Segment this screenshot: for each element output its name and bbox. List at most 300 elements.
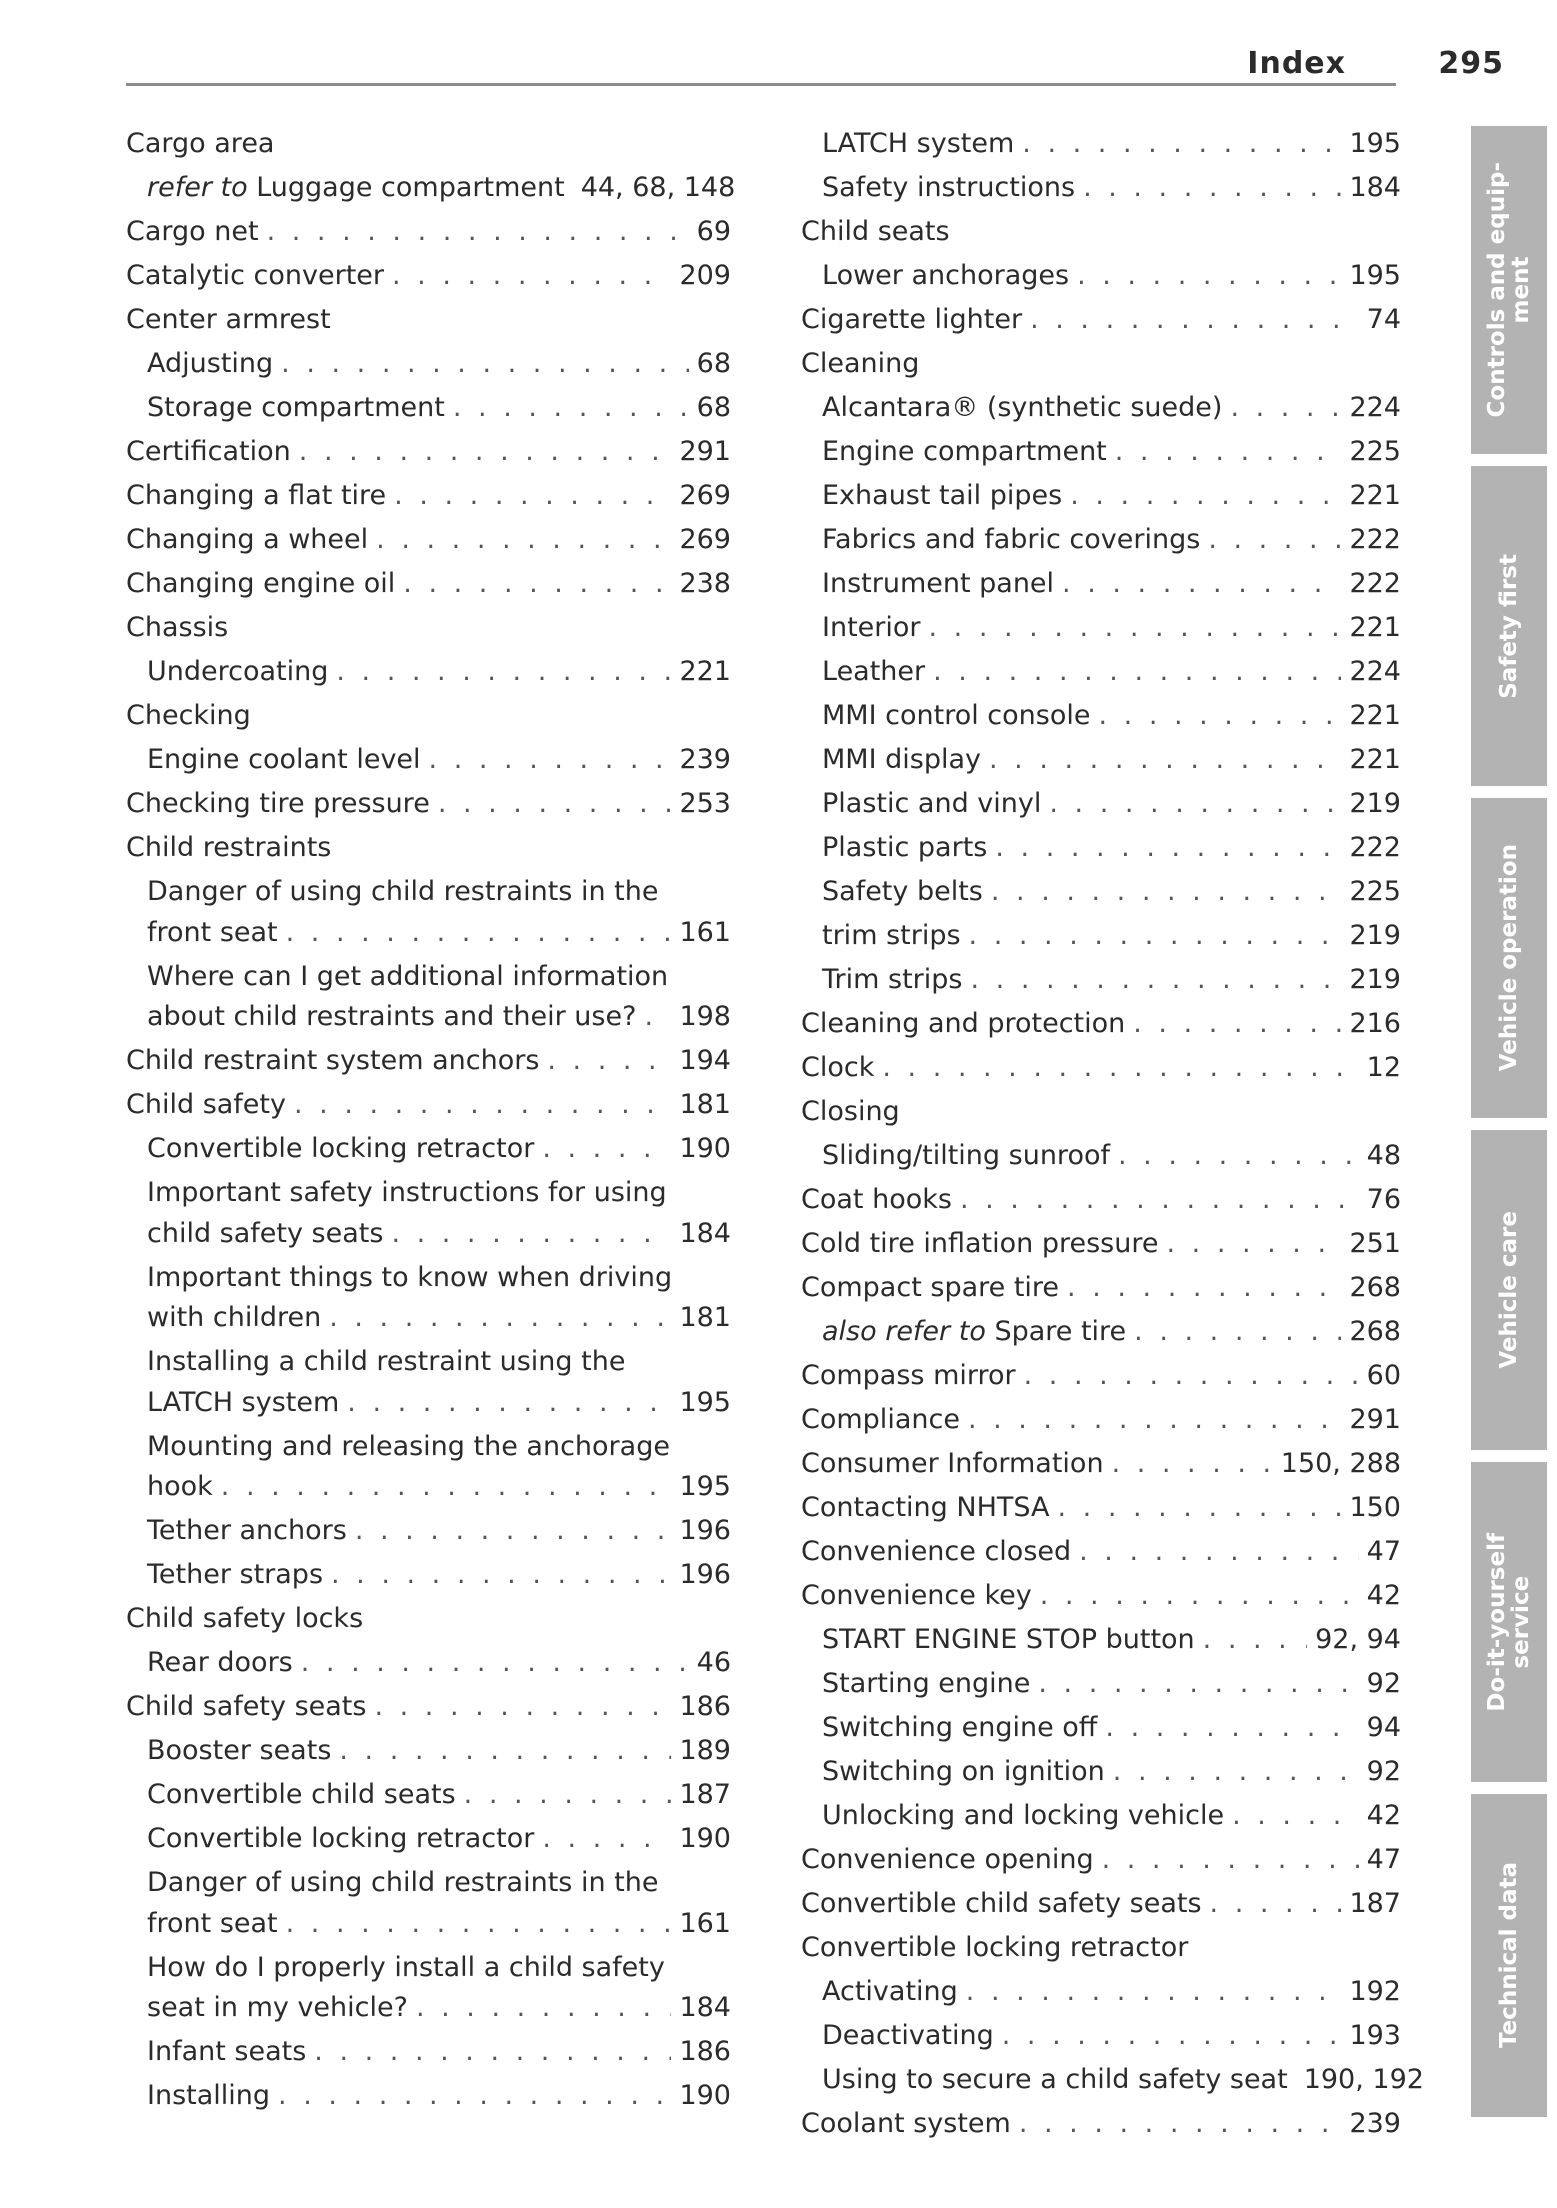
leader-dots (416, 1988, 672, 2029)
page-reference: 48 (1366, 1140, 1401, 1171)
entry-term: Convenience closed (801, 1536, 1072, 1567)
chapter-tab-label: Controls and equip- ment (1484, 162, 1534, 418)
index-entry (801, 828, 1401, 869)
leader-dots (1102, 1840, 1359, 1881)
index-entry (801, 124, 1401, 165)
entry-term: Exhaust tail pipes (822, 480, 1063, 511)
entry-term: Unlocking and locking vehicle (822, 1800, 1225, 1831)
index-entry (126, 1643, 731, 1684)
index-entry (126, 1129, 731, 1170)
entry-term: Convertible locking retractor (147, 1133, 535, 1164)
leader-dots (1115, 432, 1342, 473)
entry-term: about child restraints and their use? (147, 1001, 637, 1032)
index-entry (801, 1136, 1401, 1177)
entry-term: Important things to know when driving (147, 1261, 673, 1293)
page-reference: 195 (1349, 128, 1401, 159)
leader-dots (374, 1687, 671, 1728)
entry-term: Cold tire inflation pressure (801, 1228, 1159, 1259)
entry-term: LATCH system (822, 128, 1015, 159)
entry-term: Installing (147, 2080, 271, 2111)
index-entry (126, 2076, 731, 2117)
entry-term: Undercoating (147, 656, 329, 687)
index-entry (126, 828, 731, 869)
entry-term: Cargo area (126, 128, 275, 159)
entry-term: Infant seats (147, 2036, 307, 2067)
page-reference: 238 (679, 568, 731, 599)
index-entry (801, 1532, 1401, 1573)
entry-term: Compact spare tire (801, 1272, 1060, 1303)
page-reference: 187 (1349, 1888, 1401, 1919)
index-entry (801, 2104, 1401, 2145)
entry-term: Child safety seats (126, 1691, 367, 1722)
index-entry (801, 1092, 1401, 1133)
index-entry (801, 1356, 1401, 1397)
index-entry (126, 1085, 731, 1126)
leader-dots (1070, 476, 1341, 517)
leader-dots (1166, 1224, 1341, 1265)
leader-dots (221, 1467, 672, 1508)
entry-term: Child seats (801, 216, 950, 247)
entry-term: Danger of using child restraints in the (147, 876, 659, 907)
leader-dots (542, 1129, 671, 1170)
leader-dots (989, 740, 1341, 781)
leader-dots (301, 1643, 689, 1684)
leader-dots (991, 872, 1342, 913)
entry-term: Convenience opening (801, 1844, 1094, 1875)
leader-dots (882, 1048, 1358, 1089)
page-reference: 196 (679, 1515, 731, 1546)
leader-dots (1113, 1752, 1359, 1793)
page-reference: 195 (679, 1471, 731, 1502)
entry-term: with children (147, 1302, 322, 1333)
entry-term: Cleaning and protection (801, 1008, 1126, 1039)
index-entry (126, 476, 731, 517)
chapter-tab[interactable] (1471, 1462, 1547, 1782)
index-entry (126, 1599, 731, 1640)
leader-dots (1133, 1004, 1341, 1045)
entry-term: How do I properly install a child safety (147, 1951, 665, 1983)
page-reference: 150 (1349, 1492, 1401, 1523)
page-reference: 47 (1366, 1844, 1401, 1875)
leader-dots (392, 256, 671, 297)
index-entry (801, 960, 1401, 1001)
leader-dots (278, 2076, 671, 2117)
index-entry (801, 1004, 1401, 1045)
entry-term: Convertible child safety seats (801, 1888, 1202, 1919)
entry-term: Coat hooks (801, 1184, 952, 1215)
leader-dots (1062, 564, 1341, 605)
page-reference: 47 (1366, 1536, 1401, 1567)
entry-term: Compliance (801, 1404, 960, 1435)
page-reference: 186 (679, 1691, 731, 1722)
entry-term: Compass mirror (801, 1360, 1016, 1391)
leader-dots (294, 1085, 671, 1126)
index-entry (126, 1775, 731, 1816)
leader-dots (1083, 168, 1341, 209)
index-entry (126, 608, 731, 649)
index-entry (801, 1708, 1401, 1749)
entry-term: Contacting NHTSA (801, 1492, 1050, 1523)
index-entry (126, 520, 731, 561)
index-entry (126, 1342, 731, 1383)
leader-dots (1098, 696, 1341, 737)
page-reference: 221 (1349, 744, 1401, 775)
leader-dots (1210, 1884, 1342, 1925)
leader-dots (329, 1298, 671, 1339)
index-entry (801, 256, 1401, 297)
entry-term: Child safety locks (126, 1603, 364, 1634)
page-reference: 76 (1366, 1184, 1401, 1215)
entry-term: Convertible locking retractor (801, 1932, 1189, 1963)
index-entry (126, 1687, 731, 1728)
index-entry (801, 344, 1401, 385)
page-reference: 222 (1349, 832, 1401, 863)
leader-dots (1105, 1708, 1358, 1749)
leader-dots (1112, 1444, 1273, 1485)
page-reference: 190 (679, 1133, 731, 1164)
page-reference: 187 (679, 1779, 731, 1810)
index-entry (126, 1555, 731, 1596)
entry-term: START ENGINE STOP button (822, 1624, 1195, 1655)
leader-dots (968, 1400, 1342, 1441)
page-reference: 190, 192 (1303, 2064, 1424, 2095)
leader-dots (966, 1972, 1342, 2013)
entry-term: Tether anchors (147, 1515, 347, 1546)
index-entry (801, 1180, 1401, 1221)
index-entry (801, 1972, 1401, 2013)
leader-dots (1067, 1268, 1341, 1309)
index-entry (801, 916, 1401, 957)
page-reference: 268 (1349, 1316, 1401, 1347)
leader-dots (267, 212, 689, 253)
leader-dots (1057, 1488, 1341, 1529)
page-reference: 253 (679, 788, 731, 819)
leader-dots (347, 1383, 671, 1424)
page-reference: 60 (1366, 1360, 1401, 1391)
entry-term: Convenience key (801, 1580, 1032, 1611)
index-entry (126, 740, 731, 781)
entry-term: Lower anchorages (822, 260, 1070, 291)
index-entry (801, 212, 1401, 253)
page-reference: 269 (679, 524, 731, 555)
index-entry (126, 1298, 731, 1339)
page-reference: 219 (1349, 964, 1401, 995)
entry-term: Engine coolant level (147, 744, 421, 775)
page-reference: 221 (1349, 700, 1401, 731)
entry-term: Catalytic converter (126, 260, 384, 291)
leader-dots (1208, 520, 1341, 561)
page-reference: 74 (1366, 304, 1401, 335)
header-rule (126, 83, 1396, 86)
leader-dots (1079, 1532, 1359, 1573)
index-entry (801, 388, 1401, 429)
page-reference: 68 (696, 348, 731, 379)
index-entry (126, 1948, 731, 1989)
index-entry (126, 1863, 731, 1904)
page-reference: 196 (679, 1559, 731, 1590)
page-reference: 184 (679, 1217, 731, 1249)
index-entry (126, 957, 731, 998)
leader-dots (929, 608, 1342, 649)
entry-term: LATCH system (147, 1386, 340, 1418)
index-entry (801, 740, 1401, 781)
entry-term: Child restraints (126, 832, 332, 863)
page-reference: 291 (1349, 1404, 1401, 1435)
entry-term: Trim strips (822, 964, 963, 995)
index-entry (126, 432, 731, 473)
page-reference: 239 (1349, 2108, 1401, 2139)
leader-dots (1038, 1664, 1358, 1705)
leader-dots (1019, 2104, 1342, 2145)
page-reference: 69 (696, 216, 731, 247)
leader-dots (403, 564, 671, 605)
leader-dots (1024, 1356, 1359, 1397)
page-reference: 209 (679, 260, 731, 291)
leader-dots (299, 432, 672, 473)
entry-term: Using to secure a child safety seat (822, 2064, 1288, 2095)
page-reference: 92 (1366, 1668, 1401, 1699)
chapter-tab-label: Vehicle care (1496, 1211, 1522, 1369)
index-entry (126, 913, 731, 954)
page-reference: 161 (679, 916, 731, 948)
leader-dots (331, 1555, 671, 1596)
index-entry (126, 1904, 731, 1945)
entry-term: Fabrics and fabric coverings (822, 524, 1201, 555)
leader-dots (1002, 2016, 1342, 2057)
entry-term: hook (147, 1471, 213, 1502)
section-title: Index (1247, 46, 1346, 81)
index-entry (801, 652, 1401, 693)
index-entry (126, 997, 731, 1038)
entry-term: Alcantara® (synthetic suede) (822, 392, 1223, 423)
leader-dots (1040, 1576, 1359, 1617)
entry-term: Convertible child seats (147, 1779, 456, 1810)
page-header (126, 38, 1504, 84)
page-reference: 198 (679, 1001, 731, 1032)
entry-term: Where can I get additional information (147, 960, 669, 992)
chapter-tab-label: Safety first (1496, 553, 1522, 699)
index-entry (801, 1444, 1401, 1485)
page-reference: 195 (679, 1386, 731, 1418)
page-reference: 192 (1349, 1976, 1401, 2007)
index-entry (801, 1312, 1401, 1353)
index-entry (801, 2016, 1401, 2057)
index-entry (126, 388, 731, 429)
page-reference: 216 (1349, 1008, 1401, 1039)
leader-dots (281, 344, 688, 385)
index-entry (126, 1731, 731, 1772)
page-reference: 224 (1349, 392, 1401, 423)
index-entry (126, 256, 731, 297)
entry-term: Changing engine oil (126, 568, 396, 599)
entry-term: Changing a flat tire (126, 480, 387, 511)
index-entry (801, 520, 1401, 561)
page-reference: 186 (679, 2036, 731, 2067)
leader-dots (960, 1180, 1359, 1221)
entry-term: Safety instructions (822, 172, 1076, 203)
index-entry (126, 696, 731, 737)
page-reference: 181 (679, 1089, 731, 1120)
leader-dots (969, 916, 1342, 957)
page-reference: 12 (1366, 1052, 1401, 1083)
entry-term: Mounting and releasing the anchorage (147, 1430, 670, 1462)
leader-dots (1232, 1796, 1359, 1837)
index-entry (801, 1928, 1401, 1969)
index-entry (126, 344, 731, 385)
entry-term: Rear doors (147, 1647, 293, 1678)
entry-term: Changing a wheel (126, 524, 369, 555)
entry-term: Installing a child restraint using the (147, 1346, 626, 1377)
chapter-tab[interactable] (1471, 1130, 1547, 1450)
page-reference: 184 (679, 1992, 731, 2023)
leader-dots (336, 652, 671, 693)
page-reference: 225 (1349, 876, 1401, 907)
leader-dots (1203, 1620, 1307, 1661)
cross-reference-prefix: refer to (147, 172, 248, 203)
leader-dots (970, 960, 1341, 1001)
page-reference: 221 (1349, 612, 1401, 643)
leader-dots (1134, 1312, 1341, 1353)
index-column-right (801, 124, 1424, 2145)
page-reference: 42 (1366, 1580, 1401, 1611)
entry-term: Activating (822, 1976, 958, 2007)
entry-term: Booster seats (147, 1735, 332, 1766)
entry-term: Clock (801, 1052, 875, 1083)
index-entry (801, 476, 1401, 517)
page-reference: 184 (1349, 172, 1401, 203)
entry-term: Instrument panel (822, 568, 1055, 599)
entry-term: Consumer Information (801, 1448, 1104, 1479)
index-entry (126, 1988, 731, 2029)
entry-term: Coolant system (801, 2108, 1011, 2139)
index-entry (801, 696, 1401, 737)
index-entry (801, 2060, 1424, 2101)
page-reference: 221 (1349, 480, 1401, 511)
entry-term: Engine compartment (822, 436, 1107, 467)
index-entry (126, 872, 731, 913)
page-reference: 195 (1349, 260, 1401, 291)
index-entry (126, 1467, 731, 1508)
page-reference: 219 (1349, 920, 1401, 951)
leader-dots (547, 1041, 671, 1082)
index-entry (801, 1840, 1401, 1881)
leader-dots (339, 1731, 671, 1772)
leader-dots (438, 784, 672, 825)
leader-dots (391, 1214, 671, 1255)
entry-term: front seat (147, 1907, 278, 1939)
index-entry (126, 300, 731, 341)
page-reference: 251 (1349, 1228, 1401, 1259)
index-entry (126, 1041, 731, 1082)
page-reference: 44, 68, 148 (580, 172, 736, 203)
leader-dots (376, 520, 671, 561)
page-reference: 92 (1366, 1756, 1401, 1787)
chapter-tab[interactable] (1471, 126, 1547, 454)
page-reference: 221 (679, 656, 731, 687)
leader-dots (394, 476, 671, 517)
index-entry (801, 1048, 1401, 1089)
index-entry (801, 168, 1401, 209)
entry-term: Cleaning (801, 348, 920, 379)
entry-term: Child restraint system anchors (126, 1045, 540, 1076)
leader-dots (314, 2032, 671, 2073)
entry-term: Convertible locking retractor (147, 1823, 535, 1854)
page-reference: 150, 288 (1280, 1448, 1401, 1479)
index-entry (126, 2032, 731, 2073)
entry-term: Danger of using child restraints in the (147, 1867, 659, 1898)
page-reference: 181 (679, 1302, 731, 1333)
entry-term: Deactivating (822, 2020, 994, 2051)
leader-dots (1118, 1136, 1359, 1177)
leader-dots (1230, 388, 1341, 429)
page-reference: 193 (1349, 2020, 1401, 2051)
page-reference: 190 (679, 2080, 731, 2111)
leader-dots (286, 1904, 672, 1945)
entry-term: Safety belts (822, 876, 983, 907)
leader-dots (286, 913, 672, 954)
chapter-tab[interactable] (1471, 466, 1547, 786)
leader-dots (995, 828, 1341, 869)
chapter-tab[interactable] (1471, 798, 1547, 1118)
entry-term: Leather (822, 656, 926, 687)
index-entry (801, 1664, 1401, 1705)
entry-term: front seat (147, 916, 278, 948)
page-reference: 291 (679, 436, 731, 467)
entry-term: child safety seats (147, 1217, 384, 1249)
index-entry (801, 1884, 1401, 1925)
chapter-tab[interactable] (1471, 1794, 1547, 2117)
page-reference: 239 (679, 744, 731, 775)
index-entry (801, 784, 1401, 825)
entry-term: Switching engine off (822, 1712, 1098, 1743)
entry-term: MMI control console (822, 700, 1091, 731)
index-entry (801, 1488, 1401, 1529)
chapter-tab-label: Do-it-yourself service (1484, 1532, 1534, 1712)
page-reference: 268 (1349, 1272, 1401, 1303)
page-reference: 68 (696, 392, 731, 423)
index-entry (801, 1224, 1401, 1265)
chapter-tab-label: Vehicle operation (1496, 844, 1522, 1072)
index-entry (801, 1576, 1401, 1617)
index-entry (801, 1620, 1401, 1661)
leader-dots (1022, 124, 1341, 165)
leader-dots (453, 388, 689, 429)
entry-term: Checking (126, 700, 251, 731)
entry-term: Child safety (126, 1089, 286, 1120)
page-reference: 42 (1366, 1800, 1401, 1831)
entry-term: Switching on ignition (822, 1756, 1105, 1787)
page-reference: 94 (1366, 1712, 1401, 1743)
leader-dots (933, 652, 1341, 693)
page-reference: 222 (1349, 568, 1401, 599)
leader-dots (1030, 300, 1359, 341)
leader-dots (1077, 256, 1341, 297)
index-entry (801, 608, 1401, 649)
leader-dots (542, 1819, 671, 1860)
index-entry (126, 1511, 731, 1552)
entry-term: Certification (126, 436, 291, 467)
entry-term: Important safety instructions for using (147, 1177, 667, 1208)
entry-term: Center armrest (126, 304, 331, 335)
entry-term: refer to Luggage compartment (147, 172, 565, 203)
index-entry (126, 168, 736, 209)
page-reference: 269 (679, 480, 731, 511)
index-entry (801, 564, 1401, 605)
page-reference: 194 (679, 1045, 731, 1076)
entry-term: Starting engine (822, 1668, 1031, 1699)
index-entry (126, 212, 731, 253)
index-entry (126, 124, 731, 165)
